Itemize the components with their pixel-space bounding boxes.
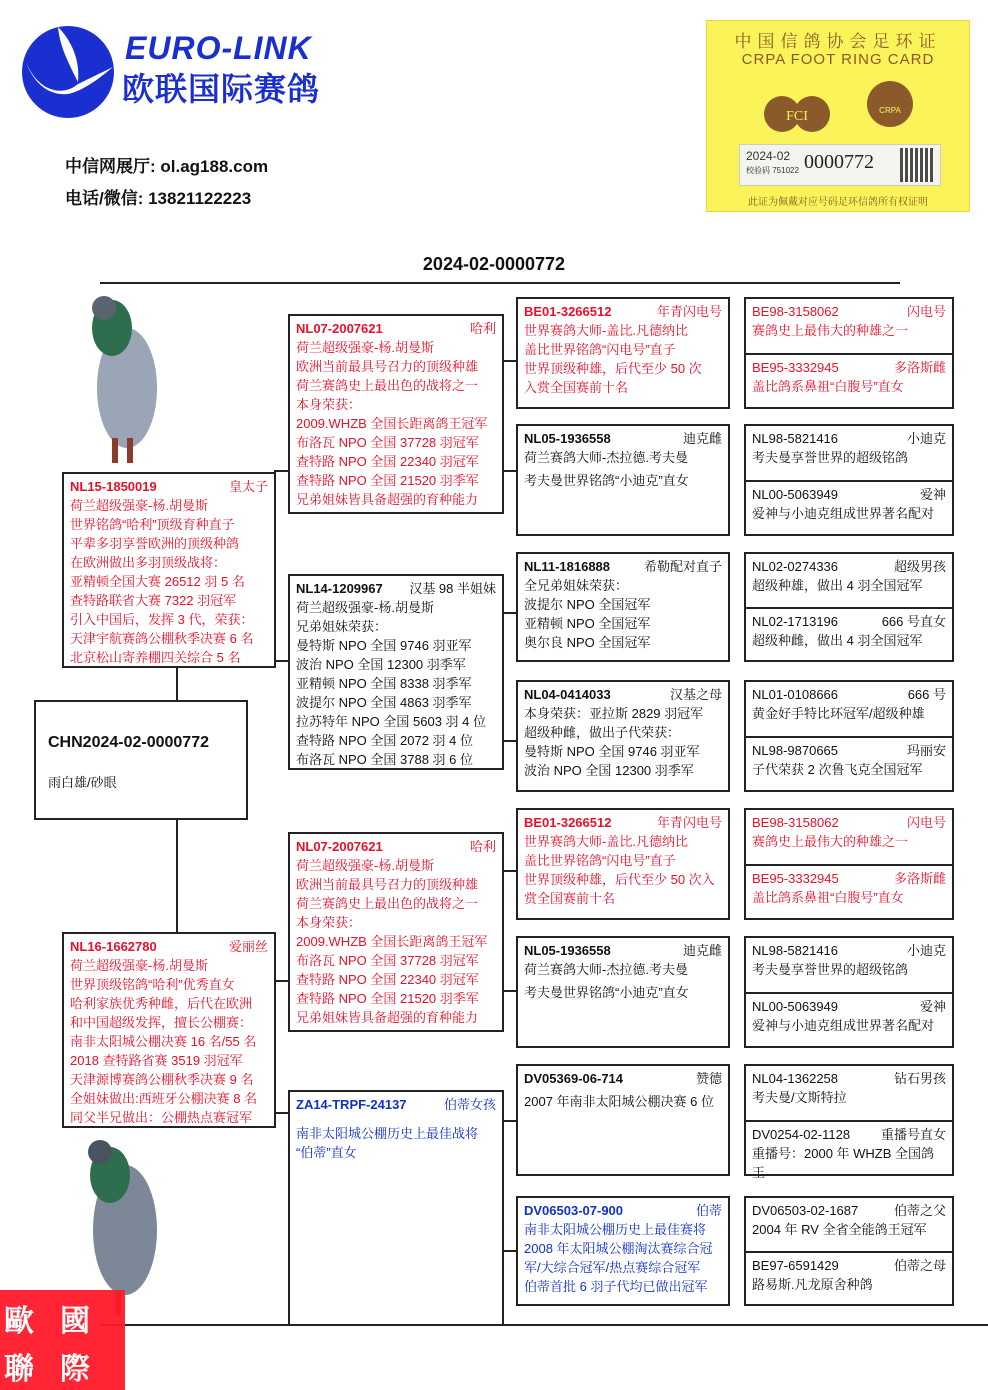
ancestor-line: 2009.WHZB 全国长距离鸽王冠军 [296,934,488,949]
ancestor-line: 伯蒂首批 6 羽子代均已做出冠军 [524,1279,708,1294]
bird-circle-logo-icon [18,22,118,122]
gen4-pair-box [744,1196,954,1306]
sire-line: 查特路联省大赛 7322 羽冠军 [70,593,237,608]
gen4-pair-box [744,424,954,536]
sire-box [62,472,276,668]
gen3-box [516,297,730,409]
connector-line [274,1112,288,1114]
connector-line [502,1120,516,1122]
seal-char: 歐 [4,1305,34,1338]
ancestor-ring: NL04-1362258 [752,1071,839,1086]
ancestor-line: 布洛瓦 NPO 全国 37728 羽冠军 [296,953,479,968]
ancestor-line: 查特路 NPO 全国 22340 羽冠军 [296,454,479,469]
subject-pigeon-box [34,700,248,820]
ancestor-line: 奥尔良 NPO 全国冠军 [524,635,651,650]
gen4-pair-box [744,552,954,662]
ancestor-line: 本身荣获：亚拉斯 2829 羽冠军 [524,706,704,721]
ancestor-ring: BE97-6591429 [752,1258,839,1273]
seal-char: 聯 [4,1353,34,1386]
ancestor-line: 兄弟姐妹皆具备超强的育种能力 [296,492,479,507]
ancestor-name: 钻石男孩 [893,1071,946,1086]
ancestor-line: 路易斯.凡龙原舍种鸽 [752,1277,873,1292]
connector-line [176,668,178,700]
ancestor-name: 闪电号 [906,815,946,830]
ancestor-name: 多洛斯雌 [893,871,946,886]
ancestor-ring: BE95-3332945 [752,871,839,886]
ring-check-code: 校验码 751022 [746,166,799,175]
ancestor-name: 小迪克 [906,431,946,446]
gen4-pair-box [744,1064,954,1180]
ancestor-line: 2007 年南非太阳城公棚决赛 6 位 [524,1094,714,1109]
dam-line: 全姐妹做出:西班牙公棚决赛 8 名 [70,1091,258,1106]
ancestor-line: 查特路 NPO 全国 22340 羽冠军 [296,972,479,987]
sire-ring: NL15-1850019 [70,479,157,494]
ancestor-name: 超级男孩 [893,559,946,574]
ancestor-name: 哈利 [469,321,496,336]
ancestor-line: 超级种雌，做出子代荣获： [524,725,681,740]
ancestor-line: 爱神与小迪克组成世界著名配对 [752,1018,935,1033]
ancestor-line: 赏全国赛前十名 [524,891,616,906]
ancestor-name: 迪克雌 [682,943,722,958]
ancestor-line: 盖比鸽系鼻祖“白腹号”直女 [752,379,904,394]
ancestor-name: 伯蒂 [695,1203,722,1218]
gen3-box [516,936,730,1048]
ancestor-line: 本身荣获： [296,397,362,412]
granddam-paternal-box [288,574,504,770]
ancestor-line: 波提尔 NPO 全国冠军 [524,597,651,612]
sire-line: 天津宇航赛鸽公棚秋季决赛 6 名 [70,631,254,646]
ancestor-line: 布洛瓦 NPO 全国 37728 羽冠军 [296,435,479,450]
ancestor-line: “伯蒂”直女 [296,1145,357,1160]
dam-box [62,932,276,1128]
ancestor-line: 荷兰超级强豪-杨.胡曼斯 [296,600,434,615]
ancestor-line: 盖比鸽系鼻祖“白腹号”直女 [752,890,904,905]
gen4-pair-box [744,936,954,1048]
subject-ring-number: CHN2024-02-0000772 [48,734,209,751]
connector-line [274,980,288,982]
ancestor-line: 本身荣获： [296,915,362,930]
ancestor-name: 小迪克 [906,943,946,958]
ring-card-title: 中国信鸽协会足环证 [734,32,942,51]
connector-line [502,470,516,472]
gen4-pair-box [744,808,954,920]
ancestor-line: 查特路 NPO 全国 21520 羽季军 [296,991,479,1006]
gen3-box [516,552,730,662]
ring-code-panel [739,144,941,186]
ancestor-line: 欧洲当前最具号召力的顶级种雄 [296,359,479,374]
dam-line: 同父半兄做出：公棚热点赛冠军 [70,1110,253,1125]
ancestor-line: 荷兰赛鸽史上最出色的战将之一 [296,896,479,911]
ancestor-name: 666 号 [907,687,946,702]
ancestor-line: 黄金好手特比环冠军/超级种雄 [752,706,925,721]
dam-line: 天津源博赛鸽公棚秋季决赛 9 名 [70,1072,254,1087]
ancestor-line: 布洛瓦 NPO 全国 3788 羽 6 位 [296,752,473,767]
ancestor-line: 世界顶级种雄，后代至少 50 次入 [524,872,715,887]
ancestor-line: 荷兰赛鸽史上最出色的战将之一 [296,378,479,393]
ancestor-line: 曼特斯 NPO 全国 9746 羽亚军 [524,744,700,759]
ancestor-ring: NL14-1209967 [296,581,383,596]
bottom-divider [100,1324,988,1326]
gen3-box [516,808,730,920]
seal-char: 際 [60,1353,90,1386]
ancestor-line: 曼特斯 NPO 全国 9746 羽亚军 [296,638,472,653]
ancestor-name: 哈利 [469,839,496,854]
ancestor-ring: NL00-5063949 [752,487,839,502]
ancestor-name: 闪电号 [906,304,946,319]
granddam-maternal-box [288,1090,504,1326]
ancestor-line: 子代荣获 2 次鲁飞克全国冠军 [752,762,923,777]
ancestor-ring: NL02-0274336 [752,559,839,574]
connector-line [502,360,516,362]
ring-year-code: 2024-02 [746,149,791,163]
ancestor-line: 考夫曼世界铭鸽“小迪克”直女 [524,985,689,1000]
ancestor-ring: NL07-2007621 [296,839,383,854]
phone-label: 电话/微信: 13821122223 [65,189,252,208]
grandsire-maternal-box [288,832,504,1032]
ancestor-line: 荷兰赛鸽大师-杰拉德.考夫曼 [524,450,688,465]
connector-line [502,990,516,992]
ancestor-ring: NL05-1936558 [524,943,611,958]
dam-ring: NL16-1662780 [70,939,157,954]
ancestor-line: 军/大综合冠军/热点赛综合冠军 [524,1260,701,1275]
ancestor-ring: DV05369-06-714 [524,1071,624,1086]
connector-line [176,820,178,932]
ancestor-name: 爱神 [919,487,946,502]
ancestor-line: 盖比世界铭鸽“闪电号”直子 [524,342,676,357]
dam-line: 和中国超级发挥，擅长公棚赛： [70,1015,253,1030]
qr-code-icon [900,148,934,182]
ancestor-line: 2009.WHZB 全国长距离鸽王冠军 [296,416,488,431]
ancestor-name: 汉基 98 半姐妹 [409,581,496,596]
ancestor-line: 亚精顿 NPO 全国 8338 羽季军 [296,676,472,691]
foot-ring-card [706,20,970,212]
sire-name: 皇太子 [228,479,268,494]
fci-globe-logo-icon [762,86,832,136]
ancestor-line: 2008 年太阳城公棚淘汰赛综合冠 [524,1241,713,1256]
sire-line: 平辈多羽享誉欧洲的顶级种鸽 [70,536,240,551]
sire-line: 亚精顿全国大赛 26512 羽 5 名 [70,574,245,589]
red-seal-stamp [0,1290,125,1390]
ancestor-line: 考夫曼享誉世界的超级铭鸽 [752,450,909,465]
ancestor-line: 赛鸽史上最伟大的种雄之一 [752,323,909,338]
ancestor-line: 南非太阳城公棚历史上最佳赛将 [524,1222,707,1237]
ancestor-line: 全兄弟姐妹荣获： [524,578,629,593]
ancestor-line: 波治 NPO 全国 12300 羽季军 [524,763,694,778]
document-title: 2024-02-0000772 [422,254,566,274]
ancestor-line: 拉苏特年 NPO 全国 5603 羽 4 位 [296,714,486,729]
ancestor-name: 希勒配对直子 [643,559,722,574]
ancestor-line: 荷兰超级强豪-杨.胡曼斯 [296,858,434,873]
sire-line: 引入中国后，发挥 3 代，荣获： [70,612,254,627]
gen4-pair-box [744,297,954,409]
connector-line [274,470,288,472]
ancestor-ring: DV06503-07-900 [524,1203,624,1218]
seal-char: 國 [60,1305,90,1338]
dam-line: 哈利家族优秀种雌，后代在欧洲 [70,996,253,1011]
title-divider [100,282,900,284]
gen3-box [516,424,730,536]
connector-line [502,870,516,872]
ancestor-ring: NL00-5063949 [752,999,839,1014]
connector-line [502,1250,516,1252]
ancestor-ring: BE98-3158062 [752,304,839,319]
ancestor-line: 荷兰赛鸽大师-杰拉德.考夫曼 [524,962,688,977]
fci-logo-text: FCI [786,109,808,124]
ancestor-ring: BE01-3266512 [524,304,612,319]
ancestor-name: 玛丽安 [906,743,946,758]
logo-chinese: 欧联国际赛鸽 [122,71,321,107]
connector-line [274,660,288,662]
website-label: 中信网展厅: ol.ag188.com [65,157,269,176]
dam-line: 南非太阳城公棚决赛 16 名/55 名 [70,1034,257,1049]
ancestor-line: 波治 NPO 全国 12300 羽季军 [296,657,466,672]
ancestor-ring: NL98-9870665 [752,743,839,758]
ancestor-ring: NL04-0414033 [524,687,611,702]
ancestor-ring: NL98-5821416 [752,943,839,958]
ancestor-name: 伯蒂女孩 [443,1097,496,1112]
ancestor-name: 迪克雌 [682,431,722,446]
ancestor-ring: NL07-2007621 [296,321,383,336]
ancestor-line: 世界赛鸽大师-盖比.凡德纳比 [524,834,688,849]
ancestor-ring: DV0254-02-1128 [752,1127,851,1142]
ancestor-line: 兄弟姐妹皆具备超强的育种能力 [296,1010,479,1025]
ancestor-line: 重播号：2000 年 WHZB 全国鸽王 [752,1146,935,1180]
gen3-box [516,1196,730,1306]
ancestor-line: 荷兰超级强豪-杨.胡曼斯 [296,340,434,355]
ancestor-ring: NL02-1713196 [752,614,839,629]
ancestor-line: 世界赛鸽大师-盖比.凡德纳比 [524,323,688,338]
ancestor-line: 超级种雄，做出 4 羽全国冠军 [752,578,923,593]
subject-color-eye: 雨白雄/砂眼 [48,775,117,790]
sire-line: 在欧洲做出多羽顶级战将： [70,555,227,570]
dam-line: 荷兰超级强豪-杨.胡曼斯 [70,958,208,973]
gen4-pair-box [744,680,954,792]
ancestor-name: 伯蒂之母 [893,1258,946,1273]
sire-line: 北京松山寄养棚四关综合 5 名 [70,650,241,665]
gen3-box [516,680,730,792]
ancestor-name: 重播号直女 [880,1127,946,1142]
ancestor-name: 伯蒂之父 [893,1203,946,1218]
ring-card-subtitle: CRPA FOOT RING CARD [741,51,935,68]
ancestor-name: 多洛斯雌 [893,360,946,375]
sire-line: 荷兰超级强豪-杨.胡曼斯 [70,498,208,513]
ancestor-line: 查特路 NPO 全国 2072 羽 4 位 [296,733,473,748]
ancestor-line: 盖比世界铭鸽“闪电号”直子 [524,853,676,868]
ancestor-ring: NL01-0108666 [752,687,839,702]
ancestor-name: 赞德 [695,1071,722,1086]
ancestor-line: 考夫曼世界铭鸽“小迪克”直女 [524,473,689,488]
connector-line [502,740,516,742]
ancestor-line: 超级种雌，做出 4 羽全国冠军 [752,633,923,648]
ancestor-name: 666 号直女 [881,614,946,629]
grandsire-paternal-box [288,314,504,514]
ancestor-ring: NL05-1936558 [524,431,611,446]
ancestor-line: 赛鸽史上最伟大的种雄之一 [752,834,909,849]
ancestor-line: 入赏全国赛前十名 [524,380,629,395]
crpa-logo-icon: CRPA [867,81,913,127]
dam-line: 2018 查特路省赛 3519 羽冠军 [70,1053,243,1068]
ancestor-ring: BE95-3332945 [752,360,839,375]
ancestor-line: 兄弟姐妹荣获： [296,619,388,634]
ring-number: 0000772 [804,151,874,173]
ancestor-line: 南非太阳城公棚历史上最佳战将 [296,1126,479,1141]
ancestor-line: 欧洲当前最具号召力的顶级种雄 [296,877,479,892]
sire-line: 世界铭鸽“哈利”顶级育种直子 [70,517,235,532]
ring-card-footer: 此证为佩戴对应号码足环信鸽所有权证明 [748,197,928,208]
connector-line [502,612,516,614]
ancestor-name: 年青闪电号 [656,304,722,319]
gen3-box [516,1064,730,1176]
ancestor-ring: BE01-3266512 [524,815,612,830]
ancestor-ring: NL11-1816888 [524,559,611,574]
ancestor-ring: NL98-5821416 [752,431,839,446]
ancestor-ring: DV06503-02-1687 [752,1203,859,1218]
ancestor-line: 2004 年 RV 全省全能鸽王冠军 [752,1222,927,1237]
ancestor-name: 爱神 [919,999,946,1014]
ancestor-name: 年青闪电号 [656,815,722,830]
dam-line: 世界顶级铭鸽“哈利”优秀直女 [70,977,235,992]
ancestor-name: 汉基之母 [669,687,722,702]
ancestor-line: 世界顶级种雄，后代至少 50 次 [524,361,702,376]
dam-name: 爱丽丝 [228,939,268,954]
ancestor-line: 考夫曼享誉世界的超级铭鸽 [752,962,909,977]
pigeon-photo-top [72,288,167,473]
ancestor-line: 爱神与小迪克组成世界著名配对 [752,506,935,521]
ancestor-line: 波提尔 NPO 全国 4863 羽季军 [296,695,472,710]
ancestor-line: 查特路 NPO 全国 21520 羽季军 [296,473,479,488]
logo-english: EURO-LINK [125,30,312,66]
ancestor-ring: BE98-3158062 [752,815,839,830]
ancestor-line: 考夫曼/文斯特拉 [752,1090,847,1105]
ancestor-line: 亚精顿 NPO 全国冠军 [524,616,651,631]
ancestor-ring: ZA14-TRPF-24137 [296,1097,407,1112]
